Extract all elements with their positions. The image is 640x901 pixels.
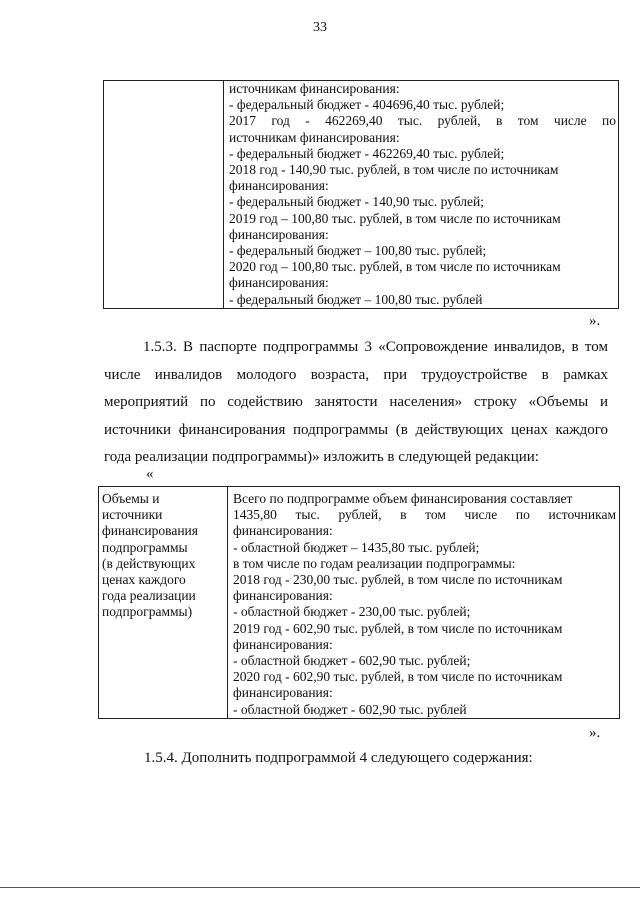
table2-label-line: Объемы и	[102, 491, 160, 506]
table2-value-line: финансирования:	[233, 685, 333, 701]
table1-line: источникам финансирования:	[229, 129, 400, 145]
section-1-5-4: 1.5.4. Дополнить подпрограммой 4 следующего содержания:	[144, 750, 533, 766]
table1-line: - федеральный бюджет - 462269,40 тыс. рублей;	[229, 145, 505, 161]
table1-line: финансирования:	[229, 178, 329, 194]
table1-line: - федеральный бюджет – 100,80 тыс. рублей	[229, 291, 483, 307]
table2-value-line: - областной бюджет - 602,90 тыс. рублей	[233, 701, 467, 717]
table2-row-label	[99, 487, 228, 719]
table2-value-line: финансирования:	[233, 523, 333, 539]
table1-line: - федеральный бюджет – 100,80 тыс. рублей;	[229, 243, 487, 259]
table2-value-line: финансирования:	[233, 588, 333, 604]
table2-label-line: источники	[102, 507, 163, 523]
table1-line: - федеральный бюджет - 140,90 тыс. рублей;	[229, 194, 484, 210]
closing-quote: ».	[589, 313, 601, 329]
table2-label-line: ценах каждого	[102, 572, 186, 588]
table2-row-value	[228, 487, 620, 719]
table1-line: финансирования:	[229, 275, 329, 291]
table2-value-line: - областной бюджет - 230,00 тыс. рублей;	[233, 604, 471, 620]
table2-value-line: Всего по подпрограмме объем финансирования составляет	[233, 491, 573, 506]
table2-value-line: - областной бюджет – 1435,80 тыс. рублей;	[233, 539, 480, 555]
opening-quote: «	[146, 466, 154, 482]
page-number: 33	[313, 20, 327, 35]
funding-table-continuation	[103, 80, 619, 309]
table1-line: 2019 год – 100,80 тыс. рублей, в том числе по источникам	[229, 210, 561, 226]
page-bottom-rule	[0, 887, 640, 888]
paragraph-1-5-3	[104, 334, 608, 472]
paragraph-line: мероприятий по содействию занятости населения» строку «Объемы и	[104, 394, 608, 410]
table2-label-line: финансирования	[102, 523, 198, 539]
paragraph-line: источники финансирования подпрограммы (в действующих ценах каждого	[104, 421, 608, 438]
table1-right-cell	[224, 81, 619, 309]
table2-value-line: финансирования:	[233, 636, 333, 652]
table2-label-line: подпрограммы)	[102, 604, 193, 620]
subprogram-3-funding-table	[98, 486, 620, 719]
table2-value-line: - областной бюджет - 602,90 тыс. рублей;	[233, 653, 471, 669]
paragraph-line: 1.5.3. В паспорте подпрограммы 3 «Сопровождение инвалидов, в том	[143, 339, 608, 355]
table2-label-line: (в действующих	[102, 555, 196, 571]
table2-label-line: года реализации	[102, 588, 196, 604]
table1-line: 2020 год – 100,80 тыс. рублей, в том числе по источникам	[229, 259, 561, 275]
table2-value-line: 2018 год - 230,00 тыс. рублей, в том числе по источникам	[233, 572, 563, 588]
table1-line: - федеральный бюджет - 404696,40 тыс. рублей;	[229, 97, 505, 113]
table1-left-cell	[104, 81, 224, 309]
table2-value-line: 2020 год - 602,90 тыс. рублей, в том числе по источникам	[233, 669, 563, 685]
paragraph-line: числе инвалидов молодого возраста, при трудоустройстве в рамках	[104, 366, 608, 383]
table1-line: 2017 год - 462269,40 тыс. рублей, в том числе по	[229, 113, 616, 129]
table2-value-line: 1435,80 тыс. рублей, в том числе по источникам	[233, 507, 616, 523]
paragraph-line: года реализации подпрограммы)» изложить в следующей редакции:	[104, 449, 539, 465]
table1-line: источникам финансирования:	[229, 81, 400, 96]
table2-label-line: подпрограммы	[102, 539, 188, 555]
table2-value-line: в том числе по годам реализации подпрограммы:	[233, 555, 516, 571]
table1-line: 2018 год - 140,90 тыс. рублей, в том числе по источникам	[229, 162, 559, 178]
table1-line: финансирования:	[229, 226, 329, 242]
table2-value-line: 2019 год - 602,90 тыс. рублей, в том числе по источникам	[233, 620, 563, 636]
closing-quote: ».	[589, 725, 601, 741]
